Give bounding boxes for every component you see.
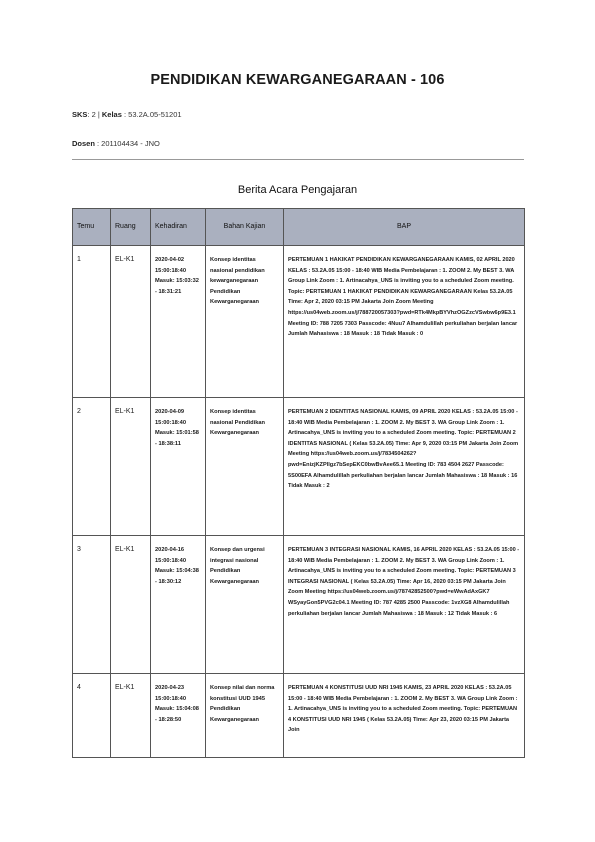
header-temu: Temu [73,209,111,246]
table-row [73,536,525,674]
bahan-cell: Konsep identitas nasional Pendidikan Kewarganegaraan [206,398,284,536]
temu-cell: 4 [73,674,111,758]
kehadiran-cell: 2020-04-09 15:00:18:40 Masuk: 15:01:58 - 18:38:11 [151,398,206,536]
kelas-label: Kelas [101,110,122,119]
bap-cell [284,674,525,758]
kehadiran-cell: 2020-04-23 15:00:18:40 Masuk: 15:04:08 - 18:28:50 [151,674,206,758]
ruang-cell: EL-K1 [111,398,151,536]
bap-cell: PERTEMUAN 3 INTEGRASI NASIONAL KAMIS, 16 APRIL 2020 KELAS : 53.2A.05 15:00 - 18:40 WIB Media Pembelajaran : 1. ZOOM 2. My BEST 3. WA Group Link Zoom : 1. Artinacahya_UNS is inviting you to a scheduled Zoom meeting. Topic: PERTEMUAN 3 INTEGRASI NASIONAL ( Kelas 53.2A.05) Time: Apr 16, 2020 03:15 PM Jakarta Join Zoom Meeting https://us04web.zoom.us/j/78742852500?pwd=eWwAdAxGK7 WSyayGon5PVG2c04.1 Meeting ID: 787 4285 2500 Passcode: 1vzXG8 Alhamdulillah perkuliahan berjalan lancar Jumlah Mahasiswa : 18 Masuk : 12 Tidak Masuk : 6 [284,536,525,674]
bap-table [72,208,525,758]
bap-text: PERTEMUAN 4 KONSTITUSI UUD NRI 1945 KAMIS, 23 APRIL 2020 KELAS : 53.2A.05 15:00 - 18:40 WIB Media Pembelajaran : 1. ZOOM 2. My BEST 3. WA Group Link Zoom : 1. Artinacahya_UNS is inviting you to a scheduled Zoom meeting. Topic: PERTEMUAN 4 KONSTITUSI UUD NRI 1945 ( Kelas 53.2A.05) Time: Apr 23, 2020 03:15 PM Jakarta Join [288,685,518,734]
page-title: PENDIDIKAN KEWARGANEGARAAN - 106 [150,72,445,88]
bahan-cell: Konsep identitas nasional pendidikan kewarganegaraan Pendidikan Kewarganegaraan [206,246,284,398]
dosen-value: : 201104434 - JNO [97,139,160,148]
sks-label: SKS [72,110,88,119]
course-meta [72,110,182,119]
bap-cell: PERTEMUAN 1 HAKIKAT PENDIDIKAN KEWARGANEGARAAN KAMIS, 02 APRIL 2020 KELAS : 53.2A.05 15:00 - 18:40 WIB Media Pembelajaran : 1. ZOOM 2. My BEST 3. WA Group Link Zoom : 1. Artinacahya_UNS is inviting you to a scheduled Zoom meeting. Topic: PERTEMUAN 1 HAKIKAT PENDIDIKAN KEWARGANEGARAAN Kelas 53.2A.05 Time: Apr 2, 2020 03:15 PM Jakarta Join Zoom Meeting https://us04web.zoom.us/j/788720057303?pwd=RTk4MkpBYVhzOGZzcVSwbw6p9E3.1 Meeting ID: 788 7205 7303 Passcode: 4Nuu7 Alhamdulillah perkuliahan berjalan lancar Jumlah Mahasiswa : 18 Masuk : 18 Tidak Masuk : 0 [284,246,525,398]
temu-cell: 1 [73,246,111,398]
sks-value: : 2 | [87,110,102,119]
table-row [73,246,525,398]
divider [72,159,524,160]
kehadiran-cell: 2020-04-02 15:00:18:40 Masuk: 15:03:32 - 18:31:21 [151,246,206,398]
section-title: Berita Acara Pengajaran [237,184,358,196]
bahan-cell: Konsep dan urgensi integrasi nasional Pendidikan Kewarganegaraan [206,536,284,674]
lecturer-meta [72,139,160,148]
temu-cell: 2 [73,398,111,536]
header-kehadiran: Kehadiran [151,209,206,246]
table-row [73,398,525,536]
bap-cell: PERTEMUAN 2 IDENTITAS NASIONAL KAMIS, 09 APRIL 2020 KELAS : 53.2A.05 15:00 - 18:40 WIB Media Pembelajaran : 1. ZOOM 2. My BEST 3. WA Group Link Zoom : 1. Artinacahya_UNS is inviting you to a scheduled Zoom meeting. Topic: PERTEMUAN 2 IDENTITAS NASIONAL ( Kelas 53.2A.05) Time: Apr 9, 2020 03:15 PM Jakarta Join Zoom Meeting https://us04web.zoom.us/j/7834504262?pwd=EnizjKZPllgz7bSepEKC0bwBvAee65.1 Meeting ID: 783 4504 2627 Passcode: 5S00EFA Alhamdulillah perkuliahan berjalan lancar Jumlah Mahasiswa : 18 Masuk : 16 Tidak Masuk : 2 [284,398,525,536]
header-ruang: Ruang [111,209,151,246]
ruang-cell: EL-K1 [111,536,151,674]
kehadiran-cell: 2020-04-16 15:00:18:40 Masuk: 15:04:38 - 18:30:12 [151,536,206,674]
bahan-cell: Konsep nilai dan norma konstitusi UUD 1945 Pendidikan Kewarganegaraan [206,674,284,758]
table-row [73,674,525,758]
kelas-value: : 53.2A.05-51201 [124,110,182,119]
header-bahan-kajian: Bahan Kajian [206,209,284,246]
ruang-cell: EL-K1 [111,246,151,398]
ruang-cell: EL-K1 [111,674,151,758]
dosen-label: Dosen [72,139,95,148]
table-header-row [73,209,525,246]
temu-cell: 3 [73,536,111,674]
header-bap: BAP [284,209,525,246]
